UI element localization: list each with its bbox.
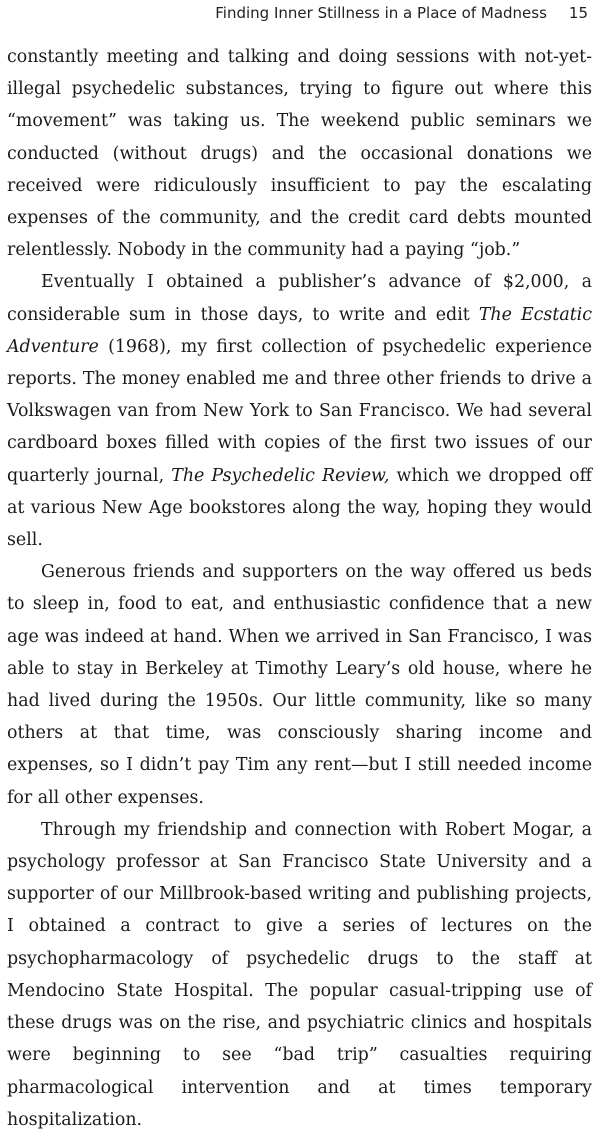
paragraph-2-part-1: Eventually I obtained a publisher’s advance of $2,000, a considerable sum in those days, to write and edit — [7, 272, 592, 325]
paragraph-2-part-3: which we dropped off at various New Age bookstores along the way, hoping they would sell. — [7, 465, 592, 551]
paragraph-2-part-2: (1968), my first collection of psychedelic experience reports. The money enabled me and three other friends to drive a Volkswagen van from New York to San Francisco. We had several cardboard boxes filled with copies of the first two issues of our quarterly journal, — [7, 336, 592, 486]
paragraph-4: Through my friendship and connection with Robert Mogar, a psychology professor at San Francisco State University and a supporter of our Millbrook-based writing and publishing projects, I obtained a contract to give a series of lectures on the psychopharmacology of psychedelic drugs to the staff at Mendocino State Hospital. The popular casual-tripping use of these drugs was on the rise, and psychiatric clinics and hospitals were beginning to see “bad trip” casualties requiring pharmacological intervention and at times temporary hospitalization. — [7, 819, 592, 1130]
journal-title-psychedelic-review: The Psychedelic Review, — [171, 465, 390, 486]
book-title-ecstatic-adventure: The Ecstatic Adventure — [7, 304, 592, 357]
body-text — [7, 41, 592, 1136]
paragraph-2 — [7, 266, 592, 556]
running-title: Finding Inner Stillness in a Place of Madness — [215, 4, 547, 22]
page-number: 15 — [568, 4, 588, 22]
paragraph-3: Generous friends and supporters on the way offered us beds to sleep in, food to eat, and enthusiastic confidence that a new age was indeed at hand. When we arrived in San Francisco, I was able to stay in Berkeley at Timothy Leary’s old house, where he had lived during the 1950s. Our little community, like so many others at that time, was consciously sharing income and expenses, so I didn’t pay Tim any rent—but I still needed income for all other expenses. — [7, 562, 592, 808]
paragraph-1: constantly meeting and talking and doing sessions with not-yet-illegal psychedelic substances, trying to figure out where this “movement” was taking us. The weekend public seminars we conducted (without drugs) and the occasional donations we received were ridiculously insufficient to pay the escalating expenses of the community, and the credit card debts mounted relentlessly. Nobody in the community had a paying “job.” — [7, 47, 592, 261]
running-header — [12, 4, 588, 22]
